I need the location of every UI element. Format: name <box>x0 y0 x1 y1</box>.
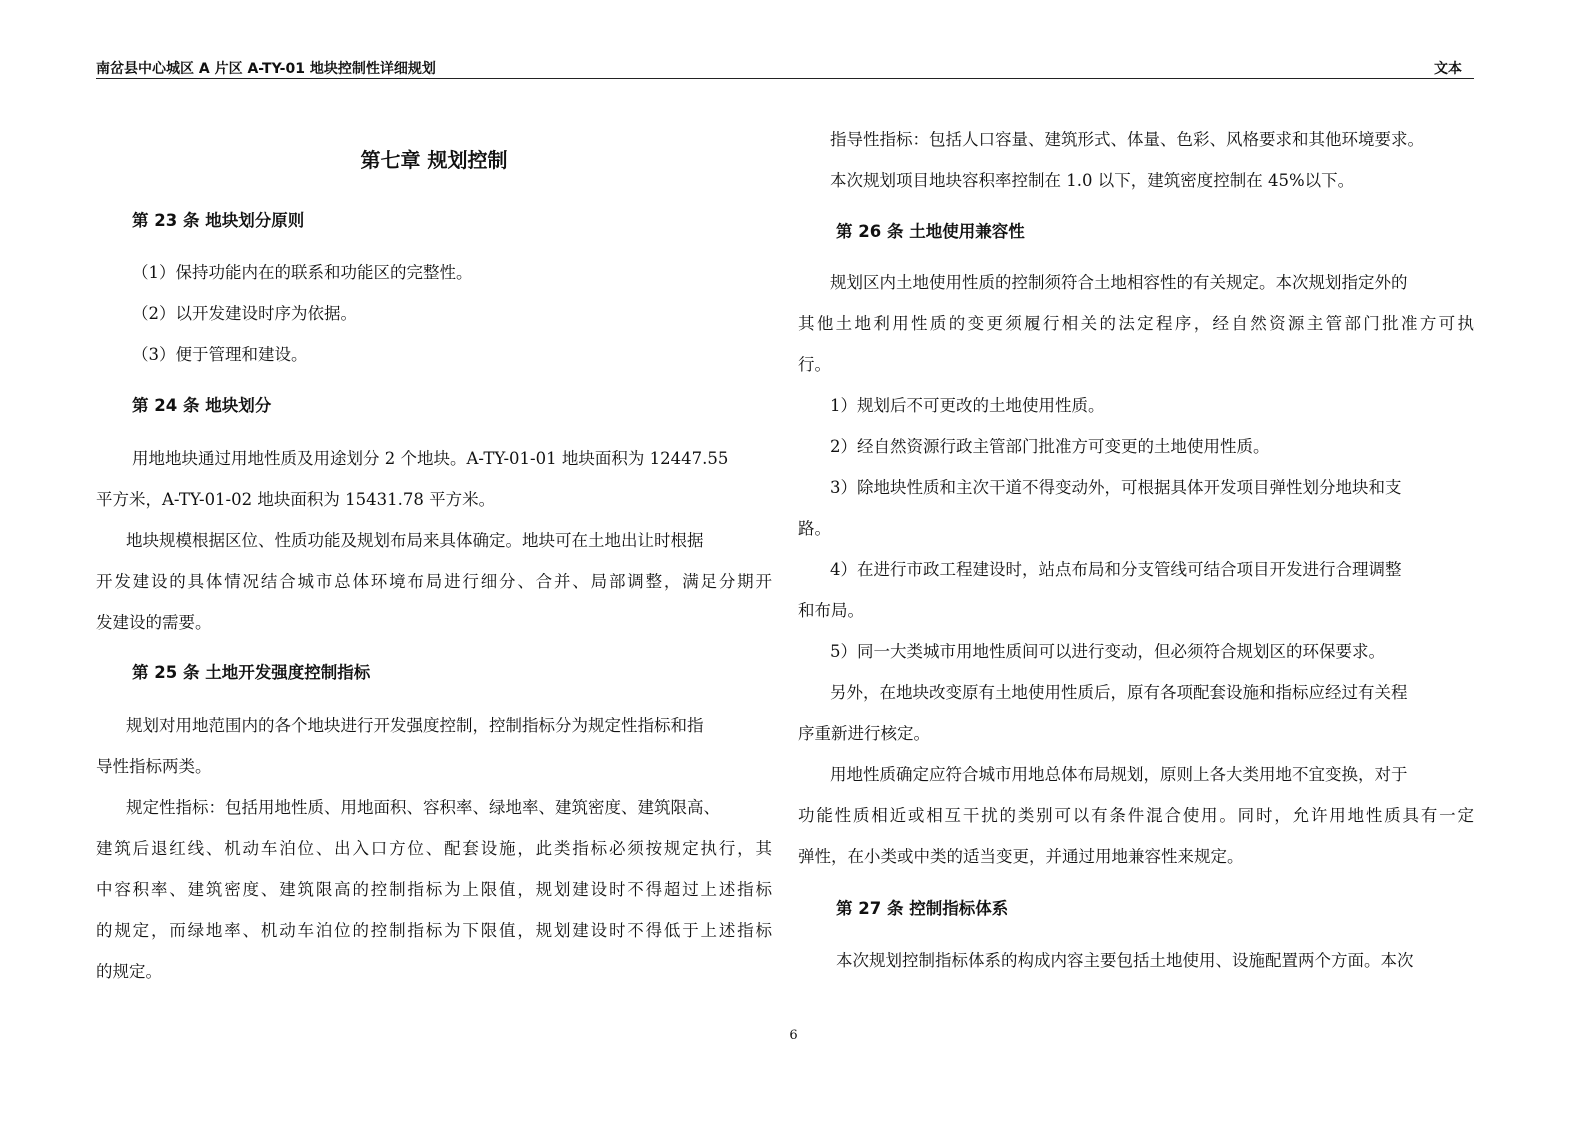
article-24-title: 第 24 条 地块划分 <box>132 396 272 415</box>
article-25-line-2: 导性指标两类。 <box>96 757 212 776</box>
chapter-title: 第七章 规划控制 <box>360 148 508 172</box>
article-25-line-7: 的规定。 <box>96 962 162 981</box>
article-25-line-4: 建筑后退红线、机动车泊位、出入口方位、配套设施，此类指标必须按规定执行，其 <box>96 839 772 858</box>
article-23-title: 第 23 条 地块划分原则 <box>132 211 305 230</box>
article-26-item-3-cont: 路。 <box>798 519 831 538</box>
article-24-line-2: 平方米，A-TY-01-02 地块面积为 15431.78 平方米。 <box>96 490 496 509</box>
article-23-item-3: （3）便于管理和建设。 <box>132 345 308 364</box>
article-24-line-1: 用地地块通过用地性质及用途划分 2 个地块。A-TY-01-01 地块面积为 12447.55 <box>132 449 729 468</box>
article-26-item-5: 5）同一大类城市用地性质间可以进行变动，但必须符合规划区的环保要求。 <box>830 642 1385 661</box>
article-26-item-2: 2）经自然资源行政主管部门批准方可变更的土地使用性质。 <box>830 437 1270 456</box>
article-26-line-13: 用地性质确定应符合城市用地总体布局规划，原则上各大类用地不宜变换，对于 <box>830 765 1408 784</box>
article-26-item-4: 4）在进行市政工程建设时，站点布局和分支管线可结合项目开发进行合理调整 <box>830 560 1402 579</box>
article-26-item-4-cont: 和布局。 <box>798 601 864 620</box>
article-27-title: 第 27 条 控制指标体系 <box>836 899 1009 918</box>
article-26-item-3: 3）除地块性质和主次干道不得变动外，可根据具体开发项目弹性划分地块和支 <box>830 478 1402 497</box>
document-title: 南岔县中心城区 A 片区 A-TY-01 地块控制性详细规划 <box>96 61 436 77</box>
article-25-line-5: 中容积率、建筑密度、建筑限高的控制指标为上限值，规划建设时不得超过上述指标 <box>96 880 772 899</box>
article-23-item-2: （2）以开发建设时序为依据。 <box>132 304 357 323</box>
page-header <box>96 56 1474 79</box>
article-26-line-15: 弹性，在小类或中类的适当变更，并通过用地兼容性来规定。 <box>798 847 1244 866</box>
article-24-line-3: 地块规模根据区位、性质功能及规划布局来具体确定。地块可在土地出让时根据 <box>126 531 704 550</box>
article-25-line-3: 规定性指标：包括用地性质、用地面积、容积率、绿地率、建筑密度、建筑限高、 <box>126 798 720 817</box>
article-26-line-1: 规划区内土地使用性质的控制须符合土地相容性的有关规定。本次规划指定外的 <box>830 273 1408 292</box>
article-24-line-5: 发建设的需要。 <box>96 613 212 632</box>
article-26-line-11: 另外，在地块改变原有土地使用性质后，原有各项配套设施和指标应经过有关程 <box>830 683 1408 702</box>
article-24-line-4: 开发建设的具体情况结合城市总体环境布局进行细分、合并、局部调整，满足分期开 <box>96 572 772 591</box>
article-26-line-2: 其他土地利用性质的变更须履行相关的法定程序，经自然资源主管部门批准方可执 <box>798 314 1474 333</box>
article-23-item-1: （1）保持功能内在的联系和功能区的完整性。 <box>132 263 473 282</box>
density-control-line: 本次规划项目地块容积率控制在 1.0 以下，建筑密度控制在 45%以下。 <box>830 171 1355 190</box>
guidance-indicators-line: 指导性指标：包括人口容量、建筑形式、体量、色彩、风格要求和其他环境要求。 <box>830 130 1424 149</box>
article-25-line-1: 规划对用地范围内的各个地块进行开发强度控制，控制指标分为规定性指标和指 <box>126 716 704 735</box>
article-27-line-1: 本次规划控制指标体系的构成内容主要包括土地使用、设施配置两个方面。本次 <box>836 951 1414 970</box>
article-26-line-12: 序重新进行核定。 <box>798 724 930 743</box>
article-26-title: 第 26 条 土地使用兼容性 <box>836 222 1025 241</box>
article-26-line-14: 功能性质相近或相互干扰的类别可以有条件混合使用。同时，允许用地性质具有一定 <box>798 806 1474 825</box>
page-number: 6 <box>789 1028 798 1043</box>
article-25-line-6: 的规定，而绿地率、机动车泊位的控制指标为下限值，规划建设时不得低于上述指标 <box>96 921 772 940</box>
article-26-line-3: 行。 <box>798 355 831 374</box>
section-label: 文本 <box>1434 61 1462 77</box>
article-26-item-1: 1）规划后不可更改的土地使用性质。 <box>830 396 1105 415</box>
article-25-title: 第 25 条 土地开发强度控制指标 <box>132 663 371 682</box>
